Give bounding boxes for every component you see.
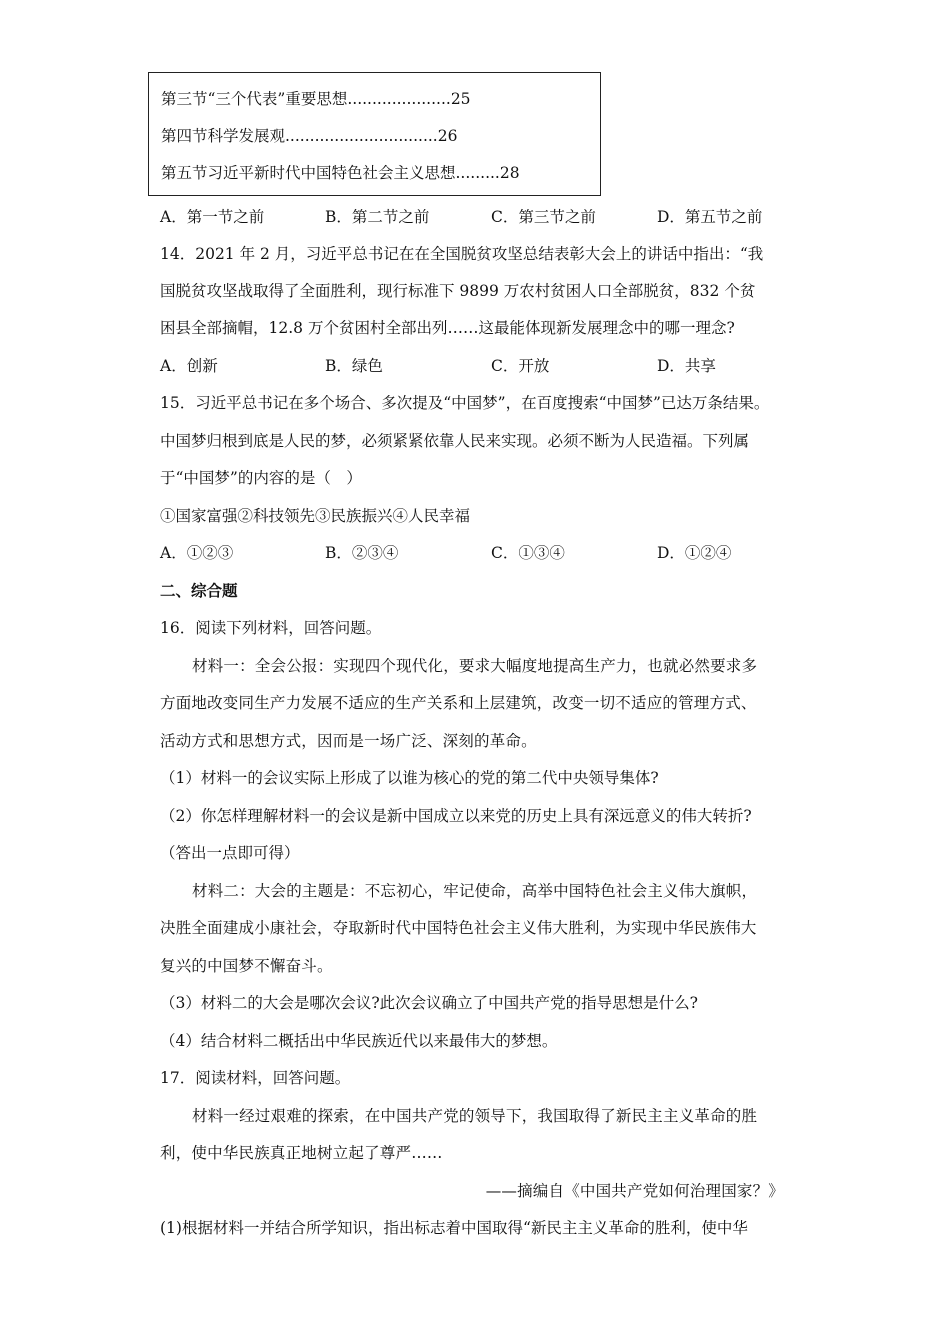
q16-stem: 16．阅读下列材料，回答问题。 [160,619,382,637]
q17-source: ——摘编自《中国共产党如何治理国家？》 [485,1182,784,1200]
q15-statements: ①国家富强②科技领先③民族振兴④人民幸福 [160,507,471,525]
section-heading: 二、综合题 [160,581,238,600]
q14-option-d: D．共享 [657,357,716,375]
q16-material: 材料二：大会的主题是：不忘初心，牢记使命，高举中国特色社会主义伟大旗帜， [192,882,758,900]
toc-item: 第五节习近平新时代中国特色社会主义思想.........28 [161,164,520,182]
q16-subquestion: （1）材料一的会议实际上形成了以谁为核心的党的第二代中央领导集体? [160,769,659,787]
q15-option-c: C．①③④ [491,544,565,562]
q13-option-b: B．第二节之前 [325,208,430,226]
q15-option-a: A．①②③ [160,544,234,562]
q13-option-c: C．第三节之前 [491,208,596,226]
q14-line: 国脱贫攻坚战取得了全面胜利，现行标准下 9899 万农村贫困人口全部脱贫，832 个贫 [160,282,756,300]
q17-subquestion: (1)根据材料一并结合所学知识，指出标志着中国取得“新民主主义革命的胜利，使中华 [160,1219,748,1237]
q16-subquestion: （4）结合材料二概括出中华民族近代以来最伟大的梦想。 [160,1032,558,1050]
q16-subquestion: （2）你怎样理解材料一的会议是新中国成立以来党的历史上具有深远意义的伟大转折? [160,807,752,825]
q13-option-d: D．第五节之前 [657,208,763,226]
q14-option-c: C．开放 [491,357,550,375]
q16-material: 方面地改变同生产力发展不适应的生产关系和上层建筑，改变一切不适应的管理方式、 [160,694,757,712]
toc-item: 第四节科学发展观...............................26 [161,127,458,145]
q16-material: 活动方式和思想方式，因而是一场广泛、深刻的革命。 [160,732,537,750]
q15-line: 15．习近平总书记在多个场合、多次提及“中国梦”，在百度搜索“中国梦”已达万条结果。 [160,394,770,412]
q15-line: 于“中国梦”的内容的是（ ） [160,469,362,487]
q17-material: 材料一经过艰难的探索，在中国共产党的领导下，我国取得了新民主主义革命的胜 [192,1107,758,1125]
q13-option-a: A．第一节之前 [160,208,265,226]
toc-item: 第三节“三个代表”重要思想.....................25 [161,90,471,108]
q16-subquestion: （3）材料二的大会是哪次会议?此次会议确立了中国共产党的指导思想是什么? [160,994,698,1012]
q15-option-b: B．②③④ [325,544,399,562]
q14-option-a: A．创新 [160,357,218,375]
q16-material: 复兴的中国梦不懈奋斗。 [160,957,333,975]
q16-material: 材料一：全会公报：实现四个现代化，要求大幅度地提高生产力，也就必然要求多 [192,657,758,675]
q16-material: 决胜全面建成小康社会，夺取新时代中国特色社会主义伟大胜利，为实现中华民族伟大 [160,919,757,937]
q17-stem: 17．阅读材料，回答问题。 [160,1069,351,1087]
q15-line: 中国梦归根到底是人民的梦，必须紧紧依靠人民来实现。必须不断为人民造福。下列属 [160,432,750,450]
q17-material: 利，使中华民族真正地树立起了尊严…… [160,1144,443,1162]
toc-box [148,72,601,196]
q14-option-b: B．绿色 [325,357,383,375]
q14-line: 困县全部摘帽，12.8 万个贫困村全部出列……这最能体现新发展理念中的哪一理念? [160,319,735,337]
q16-subquestion-note: （答出一点即可得） [160,844,300,862]
q14-line: 14．2021 年 2 月，习近平总书记在在全国脱贫攻坚总结表彰大会上的讲话中指出：“我 [160,245,764,263]
q15-option-d: D．①②④ [657,544,732,562]
